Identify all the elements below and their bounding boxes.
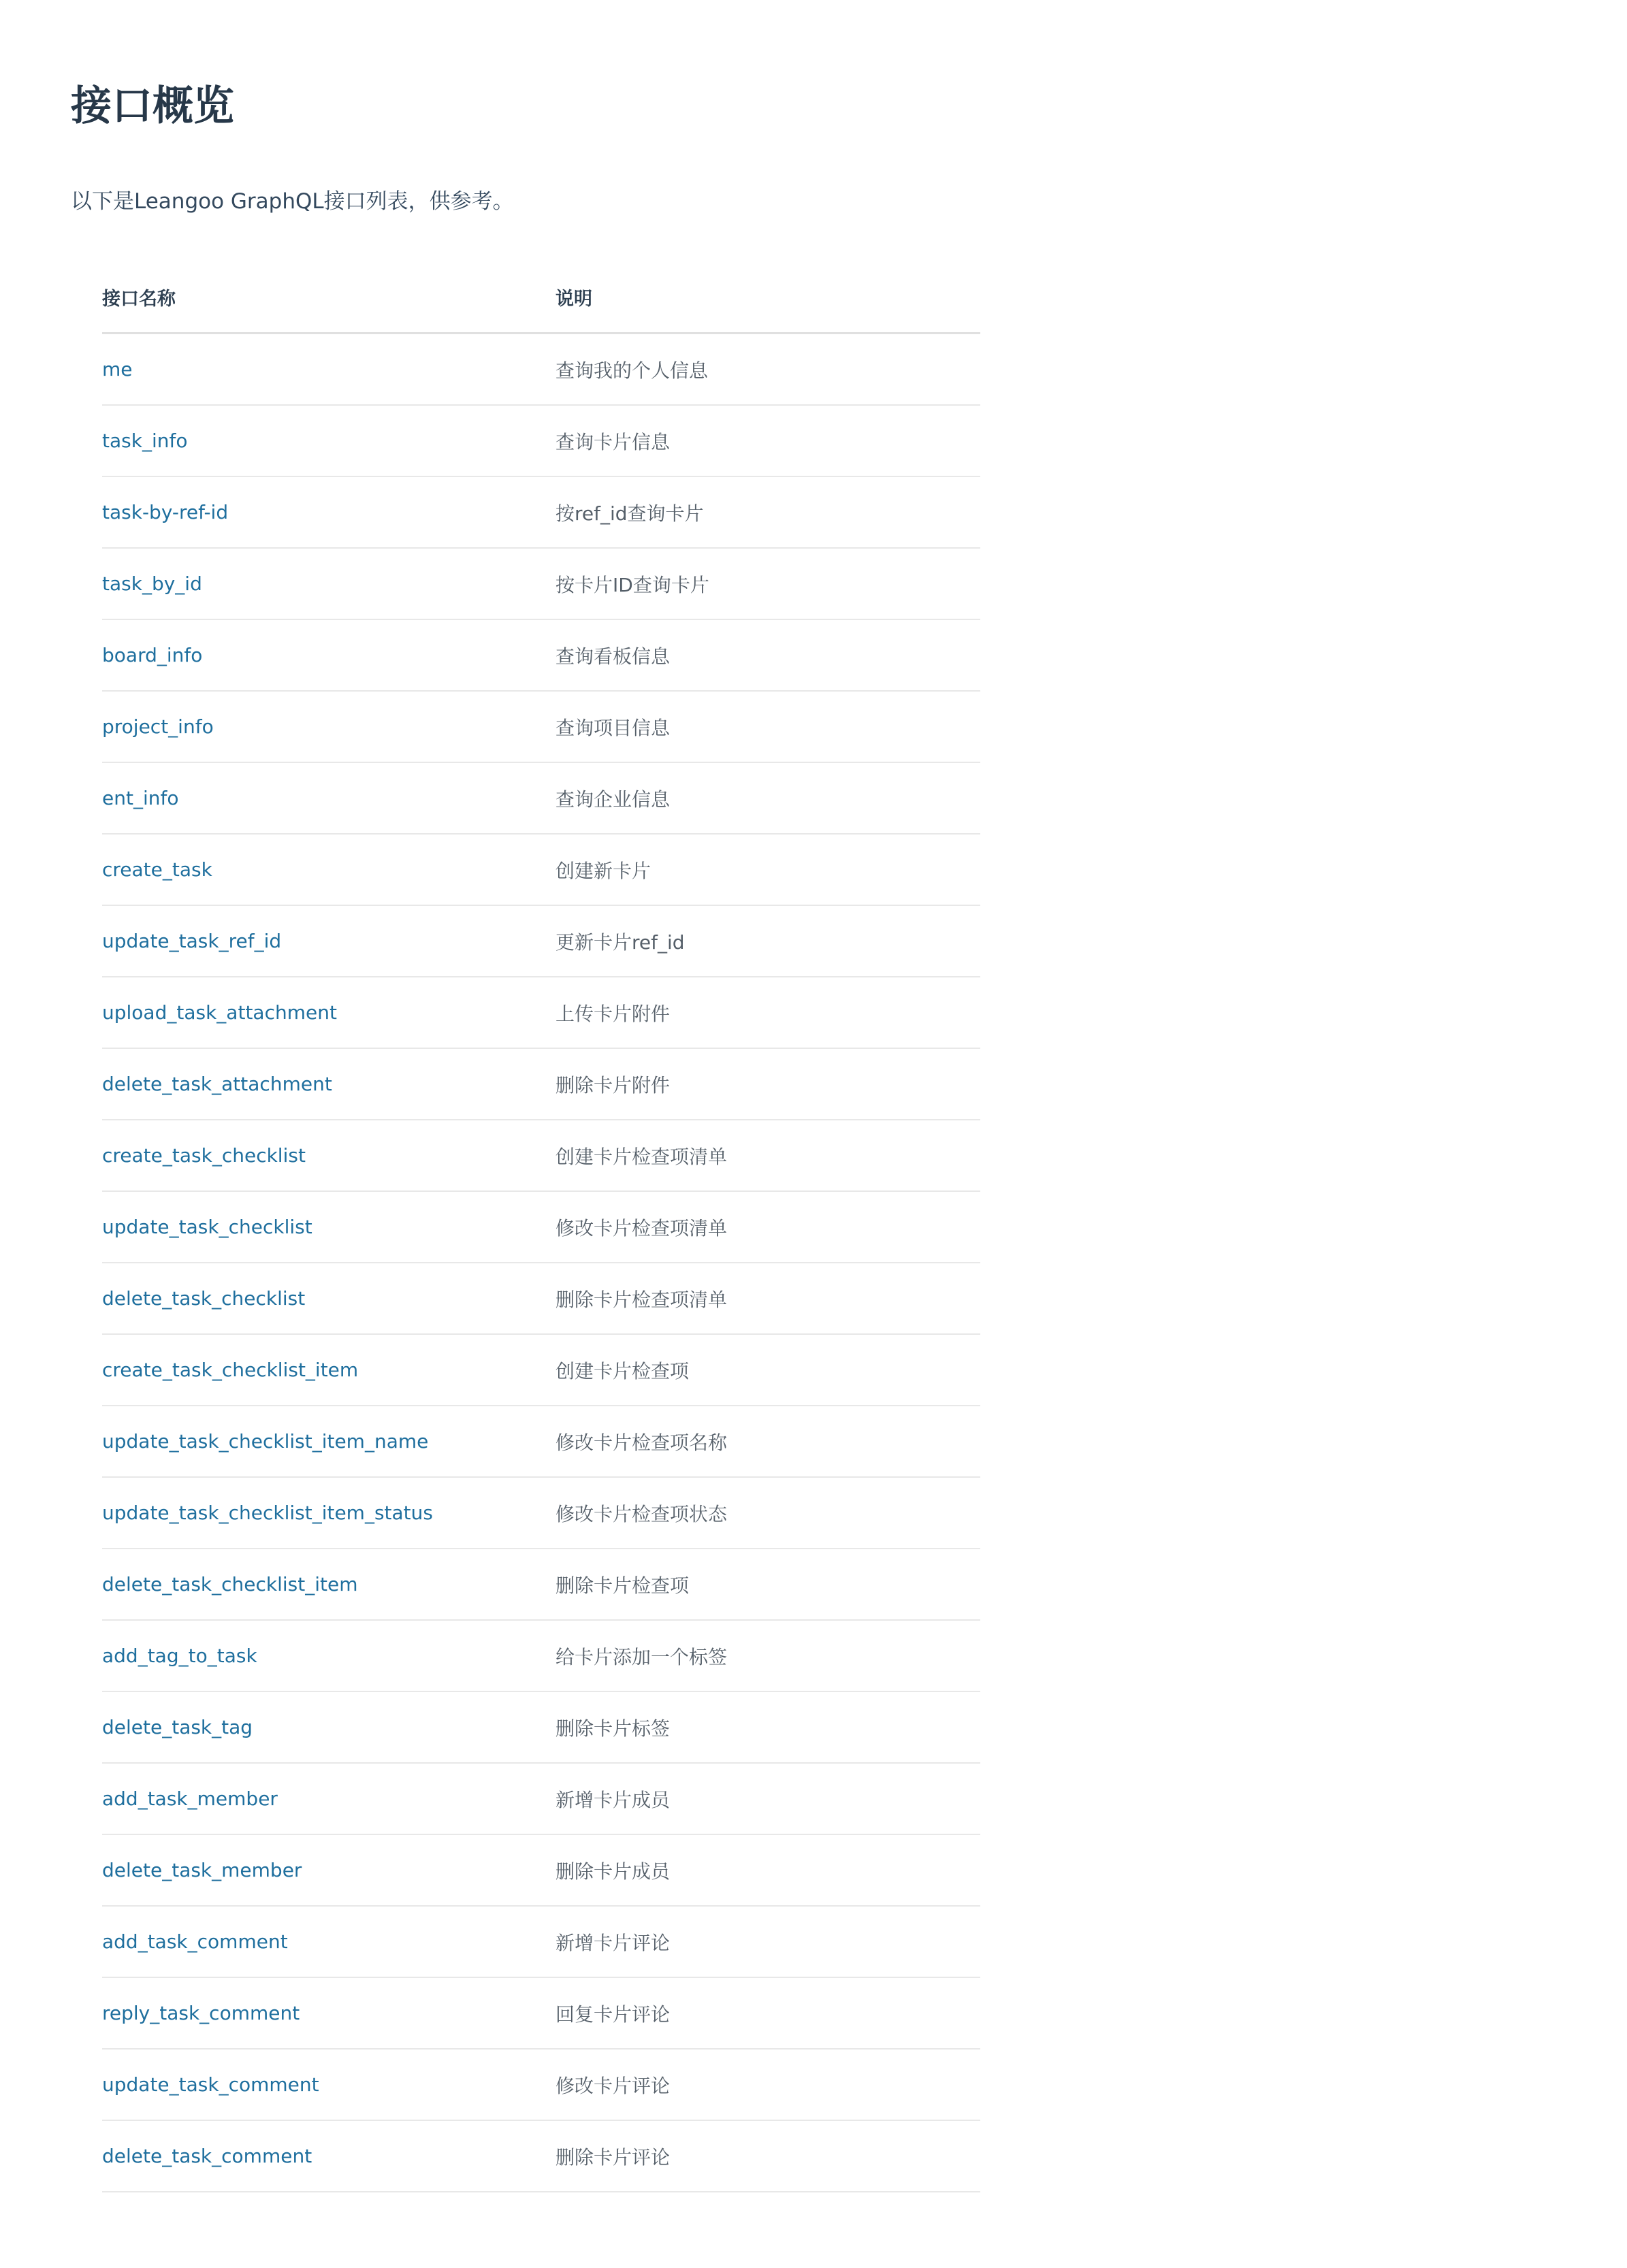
table-row [102,476,980,548]
api-description: 新增卡片评论 [555,1906,980,1977]
api-table [102,261,980,2192]
api-name-link[interactable]: update_task_checklist_item_status [102,1502,433,1524]
api-description: 删除卡片标签 [555,1691,980,1763]
api-description: 删除卡片检查项 [555,1549,980,1620]
table-row [102,2120,980,2192]
api-name-cell [102,1977,555,2049]
api-description: 修改卡片检查项名称 [555,1406,980,1477]
api-name-cell [102,1691,555,1763]
api-name-link[interactable]: update_task_checklist_item_name [102,1430,429,1453]
api-name-cell [102,834,555,905]
table-row [102,619,980,691]
api-name-link[interactable]: create_task_checklist [102,1144,306,1167]
api-name-cell [102,1263,555,1334]
table-row [102,1120,980,1191]
table-row [102,905,980,977]
table-row [102,1263,980,1334]
api-name-cell [102,762,555,834]
api-name-cell [102,1834,555,1906]
table-row [102,1048,980,1120]
api-name-link[interactable]: upload_task_attachment [102,1001,337,1024]
table-row [102,1691,980,1763]
api-description: 修改卡片检查项状态 [555,1477,980,1549]
api-name-link[interactable]: create_task_checklist_item [102,1359,359,1381]
api-name-link[interactable]: ent_info [102,787,179,809]
table-row [102,2049,980,2120]
api-description: 创建卡片检查项 [555,1334,980,1406]
api-description: 更新卡片ref_id [555,905,980,977]
api-name-link[interactable]: add_task_comment [102,1930,288,1953]
table-row [102,405,980,476]
api-description: 创建新卡片 [555,834,980,905]
api-name-link[interactable]: task_by_id [102,572,202,595]
api-description: 上传卡片附件 [555,977,980,1048]
table-row [102,977,980,1048]
api-description: 删除卡片成员 [555,1834,980,1906]
table-body [102,334,980,2192]
api-name-cell [102,2120,555,2192]
api-name-link[interactable]: add_task_member [102,1787,278,1810]
table-row [102,834,980,905]
table-row [102,762,980,834]
api-name-cell [102,476,555,548]
table-row [102,1549,980,1620]
api-name-cell [102,977,555,1048]
table-row [102,1191,980,1263]
api-name-cell [102,548,555,619]
api-description: 按ref_id查询卡片 [555,476,980,548]
api-name-link[interactable]: update_task_checklist [102,1216,312,1238]
api-name-cell [102,905,555,977]
api-name-link[interactable]: update_task_ref_id [102,930,282,952]
api-description: 修改卡片检查项清单 [555,1191,980,1263]
api-name-cell [102,2049,555,2120]
api-name-link[interactable]: delete_task_tag [102,1716,253,1738]
api-description: 查询企业信息 [555,762,980,834]
table-row [102,1906,980,1977]
api-name-cell [102,1406,555,1477]
column-header-name: 接口名称 [102,261,555,334]
api-name-link[interactable]: delete_task_attachment [102,1073,332,1095]
table-row [102,548,980,619]
column-header-description: 说明 [555,261,980,334]
api-name-link[interactable]: update_task_comment [102,2073,319,2096]
api-name-cell [102,619,555,691]
api-description: 按卡片ID查询卡片 [555,548,980,619]
api-name-cell [102,1620,555,1691]
table-row [102,691,980,762]
api-name-cell [102,1477,555,1549]
api-description: 回复卡片评论 [555,1977,980,2049]
table-row [102,1977,980,2049]
intro-text: 以下是Leangoo GraphQL接口列表，供参考。 [71,189,514,214]
table-row [102,1334,980,1406]
api-description: 查询项目信息 [555,691,980,762]
api-name-cell [102,1120,555,1191]
api-description: 查询我的个人信息 [555,334,980,406]
page-title: 接口概览 [71,82,234,130]
api-name-cell [102,334,555,406]
api-name-link[interactable]: reply_task_comment [102,2002,300,2024]
api-name-link[interactable]: board_info [102,644,203,666]
api-name-link[interactable]: create_task [102,858,212,881]
api-name-cell [102,1906,555,1977]
api-name-link[interactable]: delete_task_checklist [102,1287,306,1310]
api-name-cell [102,1763,555,1834]
table-row [102,1477,980,1549]
api-name-cell [102,405,555,476]
api-description: 删除卡片检查项清单 [555,1263,980,1334]
api-name-cell [102,1191,555,1263]
table-row [102,1620,980,1691]
table-row [102,1763,980,1834]
table-row [102,334,980,406]
api-name-link[interactable]: delete_task_member [102,1859,302,1881]
table-row [102,1834,980,1906]
api-name-cell [102,1549,555,1620]
api-description: 修改卡片评论 [555,2049,980,2120]
table-row [102,1406,980,1477]
api-name-cell [102,691,555,762]
header-row [102,261,980,334]
api-name-cell [102,1048,555,1120]
api-name-link[interactable]: task-by-ref-id [102,501,229,523]
api-description: 删除卡片评论 [555,2120,980,2192]
api-name-link[interactable]: add_tag_to_task [102,1645,257,1667]
api-description: 查询卡片信息 [555,405,980,476]
table-header [102,261,980,334]
api-name-link[interactable]: delete_task_comment [102,2145,312,2167]
api-name-link[interactable]: task_info [102,430,188,452]
api-description: 创建卡片检查项清单 [555,1120,980,1191]
api-name-link[interactable]: me [102,358,133,380]
api-description: 查询看板信息 [555,619,980,691]
api-description: 新增卡片成员 [555,1763,980,1834]
api-description: 给卡片添加一个标签 [555,1620,980,1691]
api-name-link[interactable]: project_info [102,715,214,738]
api-name-cell [102,1334,555,1406]
api-name-link[interactable]: delete_task_checklist_item [102,1573,358,1595]
api-description: 删除卡片附件 [555,1048,980,1120]
